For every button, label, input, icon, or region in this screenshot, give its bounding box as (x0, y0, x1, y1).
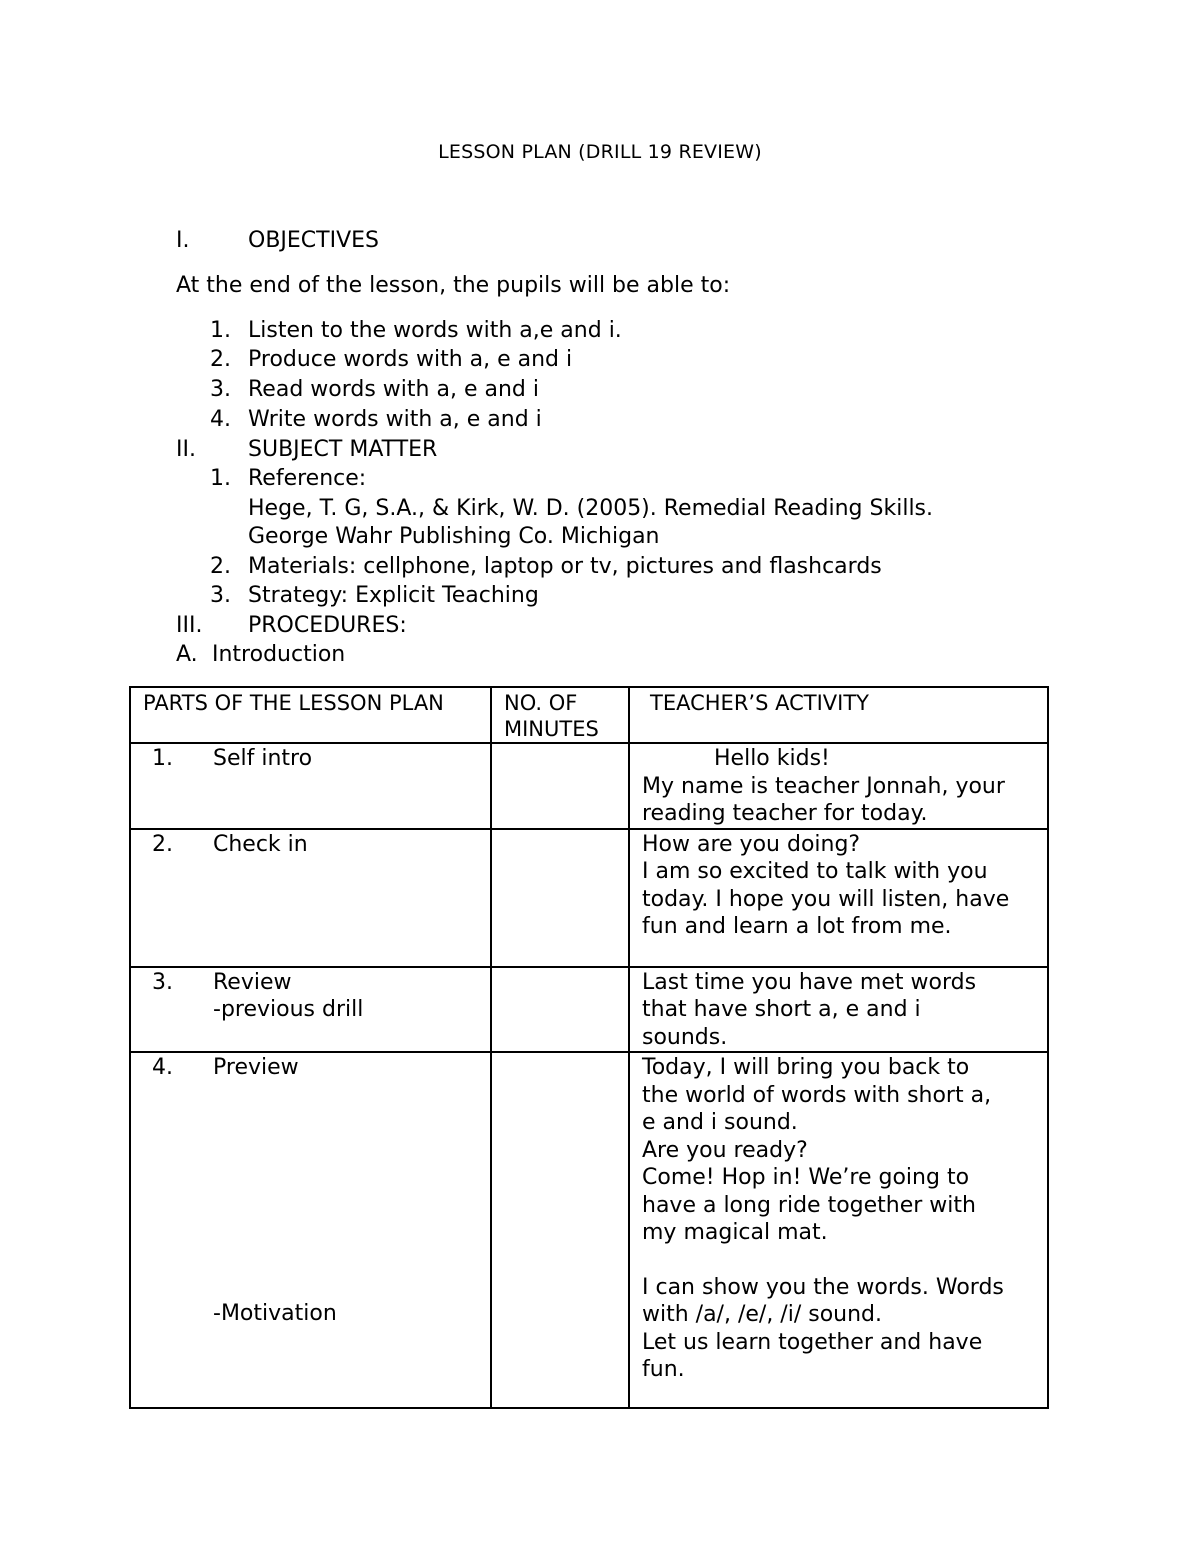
page-title: LESSON PLAN (DRILL 19 REVIEW) (438, 141, 762, 163)
part-label: Check in (213, 831, 308, 857)
part-cell (130, 967, 491, 1053)
activity-line: fun and learn a lot from me. (642, 914, 952, 939)
part-cell (130, 1052, 491, 1408)
activity-line: have a long ride together with (642, 1192, 976, 1218)
activity-line: My name is teacher Jonnah, your (642, 773, 1005, 799)
part-sublabel: -Motivation (213, 1301, 337, 1326)
activity-line: Last time you have met words (642, 969, 977, 995)
header-minutes (491, 687, 629, 743)
part-number: 2. (152, 831, 173, 857)
part-label: Preview (213, 1055, 299, 1080)
list-item: Write words with a, e and i (248, 407, 542, 432)
minutes-cell (491, 967, 629, 1053)
activity-line: I am so excited to talk with you (642, 859, 988, 884)
activity-cell (629, 743, 1048, 829)
list-item-number: 3. (210, 377, 231, 402)
procedures-heading: PROCEDURES: (248, 613, 407, 638)
activity-line: I can show you the words. Words (642, 1274, 1004, 1300)
table-header-row (130, 687, 1048, 743)
intro-line: At the end of the lesson, the pupils will be able to: (176, 273, 731, 298)
minutes-cell (491, 1052, 629, 1408)
table-row (130, 967, 1048, 1053)
activity-line: Hello kids! (714, 746, 830, 771)
part-number: 1. (152, 746, 173, 771)
activity-line: my magical mat. (642, 1220, 828, 1245)
list-item-number: 3. (210, 583, 231, 608)
header-activity-label: TEACHER’S ACTIVITY (650, 691, 869, 715)
list-item: Materials: cellphone, laptop or tv, pictures and flashcards (248, 554, 882, 579)
activity-line: reading teacher for today. (642, 801, 928, 826)
activity-line: Let us learn together and have (642, 1329, 983, 1355)
list-item-number: 1. (210, 318, 231, 343)
list-item: Listen to the words with a,e and i. (248, 318, 622, 343)
list-item: Read words with a, e and i (248, 377, 539, 402)
activity-line: with /a/, /e/, /i/ sound. (642, 1302, 883, 1327)
list-item: Reference: (248, 466, 367, 491)
part-label: Self intro (213, 746, 313, 771)
part-cell (130, 829, 491, 967)
lesson-plan-table (129, 686, 1049, 1409)
part-number: 4. (152, 1055, 173, 1080)
activity-line: How are you doing? (642, 831, 861, 857)
introduction-letter: A. (176, 642, 198, 667)
header-minutes-label-1: NO. OF (504, 691, 578, 715)
table-row (130, 829, 1048, 967)
reference-publisher: George Wahr Publishing Co. Michigan (248, 524, 660, 549)
list-item: Produce words with a, e and i (248, 347, 573, 372)
reference-citation: Hege, T. G, S.A., & Kirk, W. D. (2005). Remedial Reading Skills. (248, 496, 934, 521)
activity-line: fun. (642, 1357, 685, 1382)
activity-line: Are you ready? (642, 1137, 808, 1163)
list-item-number: 2. (210, 347, 231, 372)
activity-line: that have short a, e and i (642, 997, 921, 1022)
table-row (130, 1052, 1048, 1408)
header-minutes-label-2: MINUTES (504, 717, 599, 741)
activity-line: today. I hope you will listen, have (642, 886, 1010, 912)
activity-line: Come! Hop in! We’re going to (642, 1165, 970, 1190)
procedures-numeral: III. (176, 613, 203, 638)
list-item-number: 1. (210, 466, 231, 491)
part-label: Review (213, 969, 292, 995)
list-item: Strategy: Explicit Teaching (248, 583, 539, 608)
list-item-number: 4. (210, 407, 231, 432)
introduction-heading: Introduction (212, 642, 346, 667)
table-row (130, 743, 1048, 829)
list-item-number: 2. (210, 554, 231, 579)
minutes-cell (491, 829, 629, 967)
part-cell (130, 743, 491, 829)
objectives-heading: OBJECTIVES (248, 228, 380, 253)
activity-cell (629, 1052, 1048, 1408)
activity-line: e and i sound. (642, 1110, 798, 1135)
activity-line: sounds. (642, 1024, 728, 1050)
header-parts-label: PARTS OF THE LESSON PLAN (143, 691, 444, 715)
activity-cell (629, 967, 1048, 1053)
activity-line: the world of words with short a, (642, 1082, 992, 1108)
activity-cell (629, 829, 1048, 967)
subject-matter-numeral: II. (176, 437, 196, 462)
part-number: 3. (152, 969, 173, 995)
header-activity (629, 687, 1048, 743)
subject-matter-heading: SUBJECT MATTER (248, 437, 438, 462)
objectives-numeral: I. (176, 228, 190, 253)
activity-line: Today, I will bring you back to (642, 1055, 970, 1080)
header-parts (130, 687, 491, 743)
minutes-cell (491, 743, 629, 829)
part-sublabel: -previous drill (213, 997, 364, 1022)
